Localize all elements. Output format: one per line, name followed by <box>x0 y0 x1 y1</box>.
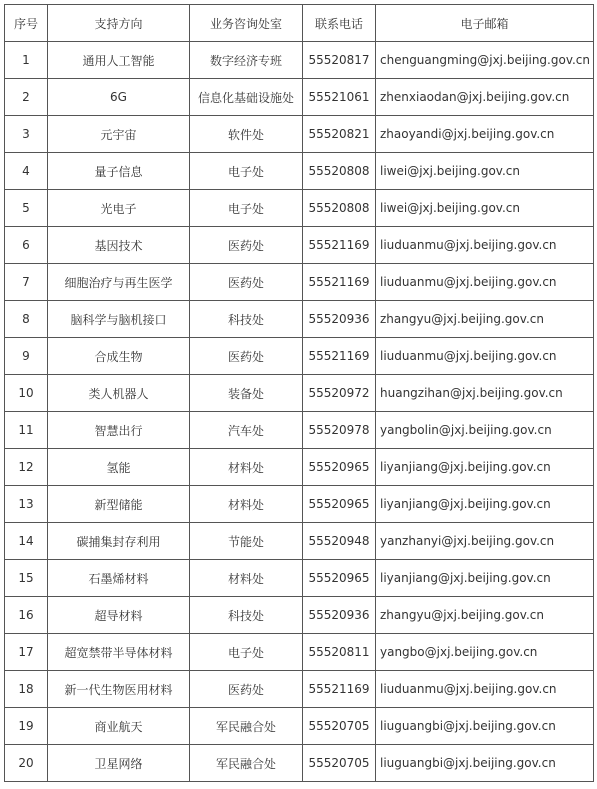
cell-direction: 通用人工智能 <box>48 42 190 79</box>
cell-phone: 55520811 <box>303 634 376 671</box>
cell-office: 材料处 <box>190 486 303 523</box>
cell-email: liuguangbi@jxj.beijing.gov.cn <box>376 708 594 745</box>
cell-direction: 光电子 <box>48 190 190 227</box>
table-row <box>5 486 594 523</box>
cell-phone: 55520705 <box>303 708 376 745</box>
cell-office: 信息化基础设施处 <box>190 79 303 116</box>
cell-direction: 脑科学与脑机接口 <box>48 301 190 338</box>
table-row <box>5 412 594 449</box>
cell-direction: 细胞治疗与再生医学 <box>48 264 190 301</box>
cell-index: 19 <box>5 708 48 745</box>
cell-phone: 55520705 <box>303 745 376 782</box>
cell-phone: 55520965 <box>303 560 376 597</box>
cell-direction: 元宇宙 <box>48 116 190 153</box>
cell-direction: 合成生物 <box>48 338 190 375</box>
cell-email: liuduanmu@jxj.beijing.gov.cn <box>376 671 594 708</box>
table-row <box>5 264 594 301</box>
cell-email: chenguangming@jxj.beijing.gov.cn <box>376 42 594 79</box>
cell-phone: 55520948 <box>303 523 376 560</box>
cell-direction: 智慧出行 <box>48 412 190 449</box>
cell-email: liyanjiang@jxj.beijing.gov.cn <box>376 560 594 597</box>
cell-index: 14 <box>5 523 48 560</box>
cell-phone: 55520936 <box>303 597 376 634</box>
table-row <box>5 338 594 375</box>
cell-index: 15 <box>5 560 48 597</box>
cell-index: 11 <box>5 412 48 449</box>
cell-office: 医药处 <box>190 338 303 375</box>
cell-index: 3 <box>5 116 48 153</box>
cell-index: 17 <box>5 634 48 671</box>
cell-phone: 55520817 <box>303 42 376 79</box>
cell-email: yangbolin@jxj.beijing.gov.cn <box>376 412 594 449</box>
table-row <box>5 708 594 745</box>
cell-direction: 类人机器人 <box>48 375 190 412</box>
table-row <box>5 301 594 338</box>
table-row <box>5 42 594 79</box>
cell-index: 6 <box>5 227 48 264</box>
cell-office: 军民融合处 <box>190 745 303 782</box>
header-email: 电子邮箱 <box>376 5 594 42</box>
cell-email: liuduanmu@jxj.beijing.gov.cn <box>376 338 594 375</box>
cell-phone: 55520936 <box>303 301 376 338</box>
table-header-row <box>5 5 594 42</box>
cell-index: 8 <box>5 301 48 338</box>
cell-office: 科技处 <box>190 597 303 634</box>
cell-direction: 石墨烯材料 <box>48 560 190 597</box>
cell-phone: 55521169 <box>303 338 376 375</box>
cell-index: 5 <box>5 190 48 227</box>
cell-office: 软件处 <box>190 116 303 153</box>
cell-direction: 超宽禁带半导体材料 <box>48 634 190 671</box>
cell-office: 医药处 <box>190 227 303 264</box>
cell-office: 汽车处 <box>190 412 303 449</box>
cell-email: huangzihan@jxj.beijing.gov.cn <box>376 375 594 412</box>
cell-direction: 新一代生物医用材料 <box>48 671 190 708</box>
cell-direction: 量子信息 <box>48 153 190 190</box>
cell-email: liyanjiang@jxj.beijing.gov.cn <box>376 449 594 486</box>
cell-office: 材料处 <box>190 449 303 486</box>
cell-email: liwei@jxj.beijing.gov.cn <box>376 153 594 190</box>
cell-office: 材料处 <box>190 560 303 597</box>
cell-office: 军民融合处 <box>190 708 303 745</box>
cell-index: 16 <box>5 597 48 634</box>
table-row <box>5 671 594 708</box>
cell-email: liuduanmu@jxj.beijing.gov.cn <box>376 264 594 301</box>
cell-phone: 55520965 <box>303 486 376 523</box>
cell-direction: 超导材料 <box>48 597 190 634</box>
cell-index: 1 <box>5 42 48 79</box>
cell-email: zhenxiaodan@jxj.beijing.gov.cn <box>376 79 594 116</box>
cell-phone: 55521061 <box>303 79 376 116</box>
table-row <box>5 523 594 560</box>
cell-index: 10 <box>5 375 48 412</box>
contact-table <box>4 4 594 782</box>
cell-direction: 基因技术 <box>48 227 190 264</box>
header-direction: 支持方向 <box>48 5 190 42</box>
cell-email: liuguangbi@jxj.beijing.gov.cn <box>376 745 594 782</box>
cell-email: zhangyu@jxj.beijing.gov.cn <box>376 301 594 338</box>
cell-phone: 55520821 <box>303 116 376 153</box>
table-row <box>5 116 594 153</box>
cell-office: 科技处 <box>190 301 303 338</box>
table-row <box>5 745 594 782</box>
header-phone: 联系电话 <box>303 5 376 42</box>
cell-direction: 碳捕集封存利用 <box>48 523 190 560</box>
cell-email: zhaoyandi@jxj.beijing.gov.cn <box>376 116 594 153</box>
cell-email: yanzhanyi@jxj.beijing.gov.cn <box>376 523 594 560</box>
cell-email: liyanjiang@jxj.beijing.gov.cn <box>376 486 594 523</box>
table-row <box>5 190 594 227</box>
table-row <box>5 634 594 671</box>
cell-index: 4 <box>5 153 48 190</box>
cell-office: 电子处 <box>190 634 303 671</box>
table-row <box>5 227 594 264</box>
cell-phone: 55521169 <box>303 227 376 264</box>
cell-direction: 新型储能 <box>48 486 190 523</box>
cell-direction: 氢能 <box>48 449 190 486</box>
cell-email: liuduanmu@jxj.beijing.gov.cn <box>376 227 594 264</box>
cell-direction: 卫星网络 <box>48 745 190 782</box>
cell-office: 医药处 <box>190 671 303 708</box>
cell-index: 12 <box>5 449 48 486</box>
cell-index: 7 <box>5 264 48 301</box>
cell-direction: 6G <box>48 79 190 116</box>
cell-phone: 55521169 <box>303 264 376 301</box>
cell-index: 20 <box>5 745 48 782</box>
cell-direction: 商业航天 <box>48 708 190 745</box>
cell-index: 18 <box>5 671 48 708</box>
cell-phone: 55520978 <box>303 412 376 449</box>
cell-office: 节能处 <box>190 523 303 560</box>
table-row <box>5 79 594 116</box>
table-row <box>5 597 594 634</box>
table-row <box>5 449 594 486</box>
cell-phone: 55520808 <box>303 190 376 227</box>
cell-email: yangbo@jxj.beijing.gov.cn <box>376 634 594 671</box>
cell-email: zhangyu@jxj.beijing.gov.cn <box>376 597 594 634</box>
table-body <box>5 42 594 782</box>
cell-phone: 55520972 <box>303 375 376 412</box>
cell-phone: 55520965 <box>303 449 376 486</box>
cell-office: 电子处 <box>190 153 303 190</box>
header-office: 业务咨询处室 <box>190 5 303 42</box>
cell-index: 9 <box>5 338 48 375</box>
table-row <box>5 560 594 597</box>
table-row <box>5 153 594 190</box>
table-row <box>5 375 594 412</box>
cell-phone: 55521169 <box>303 671 376 708</box>
cell-index: 2 <box>5 79 48 116</box>
cell-phone: 55520808 <box>303 153 376 190</box>
cell-office: 医药处 <box>190 264 303 301</box>
cell-office: 数字经济专班 <box>190 42 303 79</box>
cell-index: 13 <box>5 486 48 523</box>
cell-office: 电子处 <box>190 190 303 227</box>
cell-email: liwei@jxj.beijing.gov.cn <box>376 190 594 227</box>
header-index: 序号 <box>5 5 48 42</box>
cell-office: 装备处 <box>190 375 303 412</box>
